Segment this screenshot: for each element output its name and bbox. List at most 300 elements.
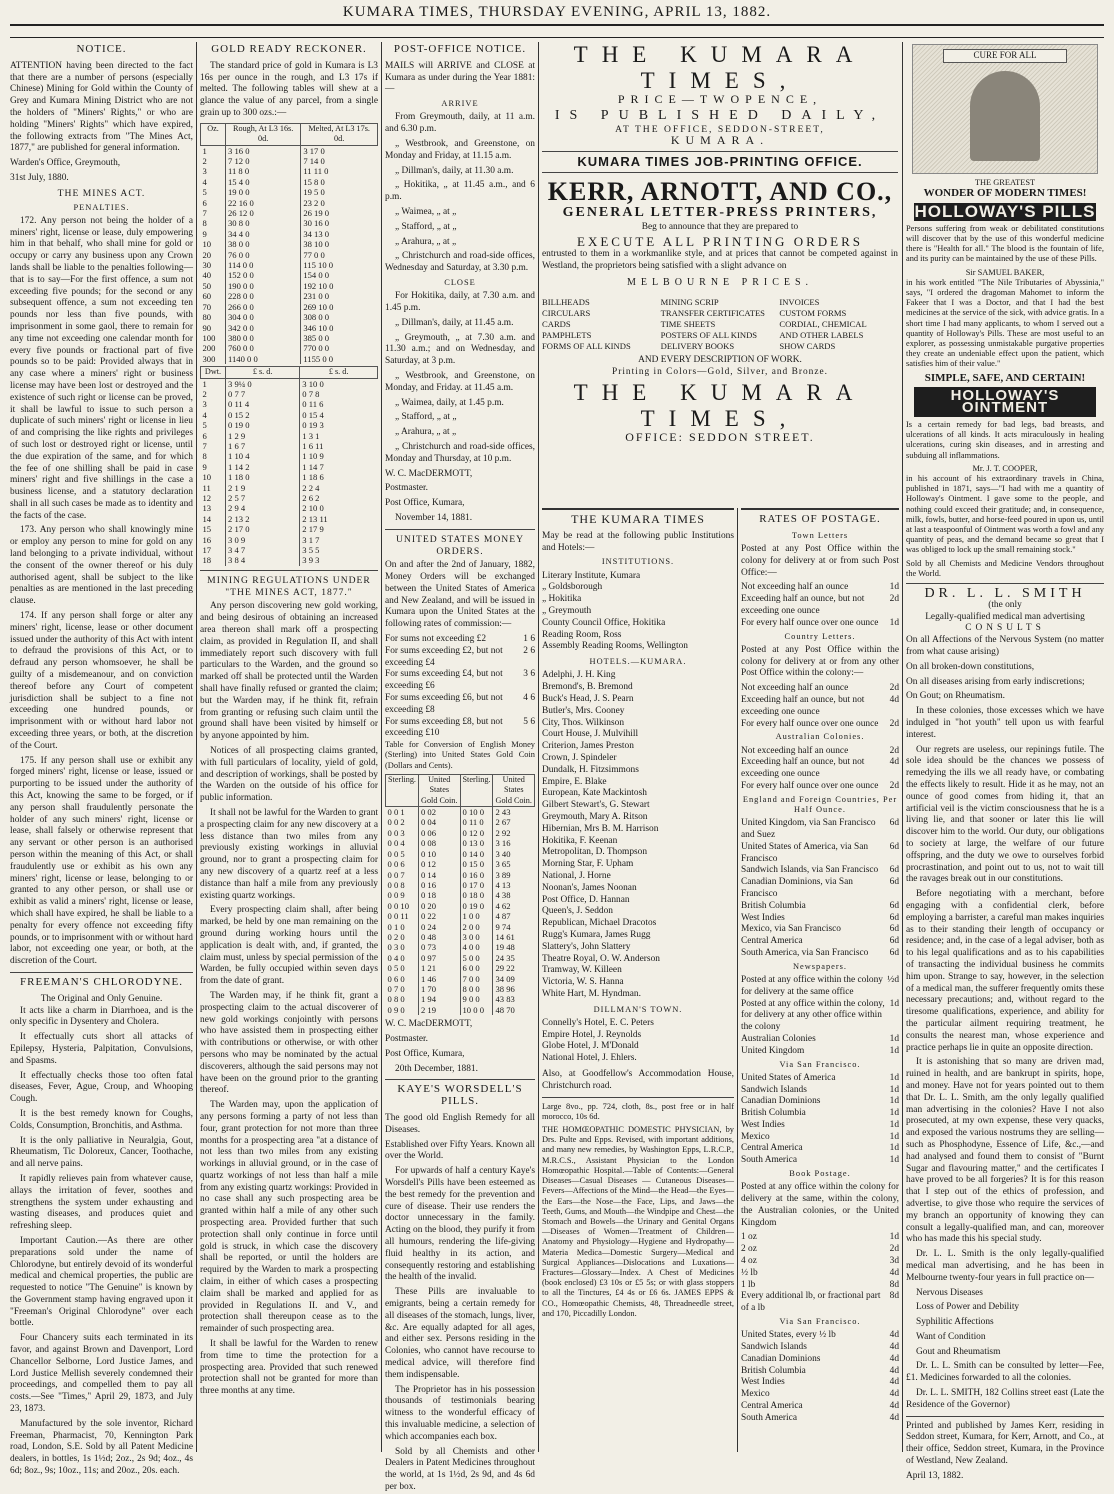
via-sf-rate-rate: 1d: [889, 1096, 899, 1107]
arrive-item: „ Hokitika, „ at 11.45 a.m., and 6 p.m.: [385, 180, 535, 203]
money-orders-rates: [385, 634, 535, 740]
column-rule: [737, 508, 738, 1452]
dwt-row-cell: 2 5 7: [226, 493, 300, 503]
conv-cell: 0 6 0: [387, 973, 405, 984]
oz-row-cell: 385 0 0: [301, 333, 378, 343]
dr-smith-body: [906, 706, 1104, 1411]
hotel-item: Victoria, W. S. Hanna: [542, 977, 624, 988]
conv-cell: 19 48: [493, 942, 535, 952]
via-sf-2-rate-label: West Indies: [741, 1377, 785, 1388]
dwt-row: [201, 555, 378, 565]
conv-cell: 1 94: [418, 994, 460, 1004]
oz-row: [201, 333, 378, 343]
dwt-row-cell: 16: [202, 534, 212, 545]
regulation-paragraph: Every prospecting claim shall, after being marked, be held by one man remaining on the ground during working hours until the application is dealt with, and, if granted, the claim must, unless by special permission of the Warden, be fully occupied within seven days from the date of grant.: [200, 905, 378, 987]
via-sf-rate: [741, 1143, 899, 1155]
conv-cell: 0 0 1: [387, 807, 405, 818]
dwt-row-cell: 12: [202, 493, 212, 503]
england-rate-label: United States of America, via San Francisco: [741, 841, 869, 864]
book-rate-rate: 3d: [889, 1256, 899, 1267]
dwt-row-cell: 5: [202, 420, 207, 431]
clause-173: 173. Any person who shall knowingly mine or employ any person to mine for gold on any land belonging to a private individual, without the consent of the owner thereof or his duly authorised agent, shall be subject to the like penalties as are mentioned in the last preceding clause.: [10, 525, 193, 607]
england-rate: [741, 818, 899, 842]
oz-row-cell: 7 12 0: [226, 156, 301, 166]
australian-rate-label: Exceeding half an ounce, but not exceeding one ounce: [741, 757, 865, 780]
printing-item-row: [542, 330, 898, 341]
conv-cell: 9 0 0: [460, 994, 493, 1004]
conversion-row: [386, 911, 535, 921]
conv-cell: 0 02: [418, 807, 460, 818]
conv-cell: 0 5 0: [387, 963, 405, 974]
dr-smith-paragraph: Gout and Rheumatism: [916, 1346, 1001, 1357]
column-rule: [196, 42, 197, 1452]
oz-row-cell: 30 8 0: [226, 218, 301, 228]
oz-row-cell: 5: [202, 187, 207, 198]
oz-row-cell: 34 13 0: [301, 229, 378, 239]
via-sf-rate-label: Canadian Dominions: [741, 1096, 821, 1107]
via-sf-2-rate: [741, 1389, 899, 1401]
via-sf-2-rate-rate: 4d: [889, 1342, 899, 1353]
arrive-list: [385, 112, 535, 275]
close-list: [385, 291, 535, 465]
hotel-item: Slattery's, John Slattery: [542, 941, 631, 952]
oz-row-cell: 26 12 0: [226, 208, 301, 218]
conversion-row: [386, 953, 535, 963]
kaye-paragraph: The Proprietor has in his possession thousands of testimonials bearing witness to the wonderful efficacy of this invaluable medicine, a selection of which accompanies each box.: [385, 1384, 535, 1442]
england-rate-label: West Indies: [741, 912, 785, 923]
via-sf-2-rate-rate: 4d: [889, 1389, 899, 1400]
conv-cell: 6 0 0: [460, 963, 493, 973]
conversion-heading: Table for Conversion of English Money (Sterling) into United States Gold Coin (Dollars and Cents).: [385, 740, 535, 770]
oz-row-cell: 8: [202, 218, 207, 229]
conversion-row: [386, 974, 535, 984]
via-sf-2-rate-label: South America: [741, 1412, 797, 1423]
conv-cell: 0 08: [418, 838, 460, 848]
via-sf-2-rates: [741, 1330, 899, 1424]
conversion-row: [386, 838, 535, 848]
australian-rate-rate: 4d: [889, 757, 899, 768]
money-order-rate: [385, 669, 535, 693]
conversion-row: [386, 870, 535, 880]
via-sf-heading: Via San Francisco.: [779, 1059, 861, 1069]
conv-cell: 24 35: [493, 953, 535, 963]
printing-item: SHOW CARDS: [779, 340, 836, 351]
hotel-item: Bremond's, B. Bremond: [542, 682, 633, 693]
via-sf-2-rate-rate: 4d: [889, 1330, 899, 1341]
oz-row-cell: 346 10 0: [301, 323, 378, 333]
hotel-item: Noonan's, James Noonan: [542, 882, 637, 893]
money-order-rate-label: For sums exceeding £2, but not exceeding £4: [385, 645, 503, 668]
column-rule: [538, 42, 539, 1452]
goodfellow-line: Also, at Goodfellow's Accommodation House, Christchurch road.: [542, 1069, 734, 1091]
conv-cell: 4 87: [493, 911, 535, 921]
dwt-row-cell: 2 10 0: [300, 503, 378, 513]
conv-cell: 43 83: [493, 994, 535, 1004]
printing-item-row: [542, 297, 898, 308]
column-rule: [902, 42, 903, 1452]
conv-cell: 1 21: [418, 963, 460, 973]
dr-smith-heading: DR. L. L. SMITH: [924, 586, 1086, 602]
dwt-row: [201, 524, 378, 534]
book-rate-label: 2 oz: [741, 1244, 757, 1255]
conv-cell: 8 0 0: [460, 984, 493, 994]
dwt-row-cell: 0 19 3: [300, 420, 378, 430]
hygeia-engraving: [912, 44, 1098, 174]
conv-date-2: 20th December, 1881.: [395, 1063, 478, 1074]
divider: [542, 1097, 734, 1098]
dwt-row-cell: 2 6 2: [300, 493, 378, 503]
conv-cell: 0 0 3: [387, 827, 405, 838]
hotel-item: Court House, J. Mulvihill: [542, 729, 639, 740]
conv-cell: 0 0 5: [387, 848, 405, 859]
oz-row-cell: 770 0 0: [301, 343, 378, 353]
dr-smith-paragraph: Before negotiating with a merchant, before engaging with a confidential clerk, before employing a barrister, a careful man makes inquiries as to their standing their length of occupancy or residence; and, in the case of a legal adviser, both as to his legal qualifications and as to his capabilities of transacting the individual business he commits him upon. Strange to say, however, in the selection of a medical man, the sufferer frequently omits these necessary precautions; and, without regard to the tiresome qualifications, experience, and ability for the particular ailment requiring treatment, he consults the nearest man, whose experience and practice perhaps lie in quite an opposite direction.: [906, 889, 1104, 1053]
regulation-paragraph: The Warden may, upon the application of any persons forming a party of not less than four, grant protection for not more than three months for a prospecting area "at a distance of not less than two miles from any existing workings in alluvial ground, or in the case of quartz workings of not less than half a mile from any existing quartz workings: Provided in no case shall any such prospecting area be granted within half a mile of any other such prospecting area. Provided further that such protection shall only continue in force until gold is struck, in which case the discovery shall be reported, or until the holders are required by the Warden to mark a prospecting claim, in either of which cases a prospecting claim shall be marked and applied for as provided in Regulations II. and V., and protection shall thereupon cease as to the remainder of such prospecting area.: [200, 1100, 378, 1335]
freeman-paragraph: Four Chancery suits each terminated in its favor, and against Brown and Davenport, Lord Chancellor Selborne, Lord Justice James, and Lord Justice Mellish severely condemned their proceedings, and compelled them to pay all costs.—See "Times," April 29, 1873, and July 23, 1873.: [10, 1333, 193, 1415]
mines-act-heading: THE MINES ACT.: [57, 187, 146, 199]
conv-cell: 4 38: [493, 890, 535, 900]
divider: [542, 172, 898, 173]
hotel-item: Hokitika, F. Keenan: [542, 835, 618, 846]
conv-col-gold: United States Gold Coin.: [418, 774, 460, 806]
oz-row: [201, 198, 378, 208]
dwt-row-cell: 0 15 2: [226, 410, 300, 420]
freeman-paragraph: It effectually cuts short all attacks of Epilepsy, Hysteria, Palpitation, Convulsions, and Spasms.: [10, 1032, 193, 1066]
oz-row-cell: 90: [202, 322, 212, 333]
conversion-row: [386, 828, 535, 838]
kumara-times-footer-title: THE KUMARA TIMES,: [573, 380, 867, 432]
newspaper-rate-label: Australian Colonies: [741, 1033, 816, 1044]
large-8vo-line: Large 8vo., pp. 724, cloth, 8s., post free or in half morocco, 10s 6d.: [542, 1101, 734, 1121]
column-3: [385, 42, 535, 1492]
printing-item-row: [542, 319, 898, 330]
kumara-line: KUMARA.: [670, 133, 770, 148]
consults-line: CONSULTS: [965, 623, 1045, 634]
oz-row-cell: 22 16 0: [226, 198, 301, 208]
oz-row-cell: 190 0 0: [226, 281, 301, 291]
country-rate-label: Exceeding half an ounce, but not exceeding one ounce: [741, 694, 865, 717]
conv-cell: 0 0 2: [387, 817, 405, 828]
via-sf-rate: [741, 1108, 899, 1120]
oz-row-cell: 269 10 0: [301, 302, 378, 312]
via-sf-2-rate-rate: 4d: [889, 1377, 899, 1388]
conv-cell: 0 18 0: [460, 890, 493, 900]
dwt-row-cell: 14: [202, 513, 212, 524]
po-date-2: November 14, 1881.: [395, 512, 473, 523]
australian-rate-label: For every half ounce over one ounce: [741, 780, 879, 791]
conv-cell: 2 92: [493, 828, 535, 838]
conv-cell: 2 19: [418, 1005, 460, 1015]
book-postage-heading: Book Postage.: [789, 1169, 851, 1179]
newspaper-rate: [741, 975, 899, 999]
dwt-row: [201, 378, 378, 389]
oz-row-cell: 1140 0 0: [226, 354, 301, 364]
oz-row-cell: 200: [202, 343, 216, 354]
australian-rate: [741, 781, 899, 793]
newspaper-rate-rate: ½d: [887, 974, 899, 985]
printing-item: CIRCULARS: [542, 307, 591, 318]
freeman-paragraph: It effectually checks those too often fatal diseases, Fever, Ague, Croup, and Whooping Cough.: [10, 1070, 193, 1105]
postmaster-title: Postmaster.: [385, 483, 428, 494]
book-rate-label: 4 oz: [741, 1256, 757, 1267]
conversion-row: [386, 817, 535, 827]
newspaper-rate: [741, 1046, 899, 1058]
england-rate-rate: 6d: [889, 900, 899, 911]
divider: [385, 1079, 535, 1080]
close-item: „ Waimea, daily, at 1.45 p.m.: [395, 397, 504, 408]
conv-cell: 0 0 4: [387, 838, 405, 849]
via-sf-rate-rate: 1d: [889, 1131, 899, 1142]
conv-cell: 7 0 0: [460, 974, 493, 984]
dwt-row-cell: 1 6 11: [300, 441, 378, 451]
freeman-paragraph: Important Caution.—As there are other preparations sold under the name of Chlorodyne, but entirely devoid of its wonderful medical and chemical properties, the public are requested to notice "The Genuine" is known by the Government stamp having engraved upon it "Freeman's Original Chlorodyne" over each bottle.: [10, 1235, 193, 1329]
oz-row-cell: 38 10 0: [301, 239, 378, 249]
reckoner-oz-table: Oz. Rough, At L3 16s. 0d. Melted, At L3 17s. 0d. 1 3 16 0 3 17 0 2 7 12 0 7 14 0 3 11 8 0 11 11 0 4 15 4 0 15 8 0 5 19 0 0 19 5 0 6 22 16 0 23 2 0 7 26 12 0 26 19 0 8 30 8 0 30 16 0 9 34 4 0 34 13 0 10 38 0 0 38 10 0 20 76 0 0 77 0 0 30 114 0 0 115 10 0 40 152 0 0 154 0 0 50 190 0 0 192 10 0 60 228 0 0 231 0 0 70 266 0 0 269 10 0 80 304 0 0 308 0 0 90 342 0 0 346 10 0 100 380 0 0 385 0 0 200 760 0 0 770 0 0 300 1140 0 0 1155 0 0: [200, 123, 378, 364]
printing-item: TIME SHEETS: [660, 318, 716, 329]
oz-row-cell: 38 0 0: [226, 239, 301, 249]
via-sf-2-rate-label: United States, every ½ lb: [741, 1330, 836, 1341]
dr-smith-paragraph: Our regrets are useless, our repinings futile. The sole idea should be the chances we possess of remedying the ills we all ready have, or combating the effects likely to result. Hide it as he may, not an ounce of good comes from hiding it, that an artificial veil is the victim consciousness that he is a living lie, and that sooner or later this lie will discover him to the world. Our duty, our obligations to society at large, the welfare of our future offspring, and the duty we owe to ourselves forbid procrastination, and point out to us, not to wait till the ravages break out in our constitutions.: [906, 744, 1104, 885]
via-sf-2-rate-rate: 4d: [889, 1412, 899, 1423]
australian-rate: [741, 746, 899, 758]
via-sf-rate-label: British Columbia: [741, 1108, 806, 1119]
via-sf-rate-rate: 1d: [889, 1155, 899, 1166]
conv-cell: 0 10: [418, 849, 460, 859]
conv-cell: 4 13: [493, 880, 535, 890]
via-sf-rate: [741, 1155, 899, 1167]
via-sf-2-rate-label: Sandwich Islands: [741, 1342, 807, 1353]
execute-line: EXECUTE ALL PRINTING ORDERS: [577, 233, 863, 249]
dwt-row: [201, 483, 378, 493]
printing-item: AND OTHER LABELS: [779, 329, 864, 340]
town-rate-label: Not exceeding half an ounce: [741, 582, 849, 593]
oz-row-cell: 3 17 0: [301, 145, 378, 156]
dwt-row: [201, 389, 378, 399]
holloways-pills-banner: HOLLOWAY'S PILLS: [914, 202, 1096, 221]
conv-cell: 0 15 0: [460, 859, 493, 869]
conv-cell: 0 10 0: [460, 807, 493, 818]
conv-cell: 0 24: [418, 922, 460, 932]
imprint: Printed and published by James Kerr, residing in Seddon street, Kumara, for Kerr, Arnott, and Co., at their office, Seddon street, Kumara, in the Province of Westland, New Zealand.: [906, 1420, 1104, 1467]
dwt-row-cell: 3 8 4: [226, 555, 300, 565]
dwt-row-cell: 1 6 7: [226, 441, 300, 451]
conversion-row: [386, 880, 535, 890]
arrive-item: „ Waimea, „ at „: [395, 206, 457, 217]
conv-cell: 0 0 9: [387, 890, 405, 901]
rough-heading: Rough, At L3 16s. 0d.: [226, 123, 301, 145]
book-rates: [741, 1232, 899, 1291]
oz-row: [201, 302, 378, 312]
dwt-row-cell: 6: [202, 430, 207, 441]
the-kumara-times-title: [542, 42, 898, 94]
po-date-1: Post Office, Kumara,: [385, 498, 465, 509]
ointment-body: Is a certain remedy for bad legs, bad breasts, and ulcerations of all kinds. It acts miraculously in healing ulcerations, curing skin diseases, and in arresting and subduing all inflammations.: [906, 420, 1104, 460]
country-rate-label: For every half ounce over one ounce: [741, 718, 879, 729]
book-rate: [741, 1256, 899, 1268]
town-rate: [741, 582, 899, 594]
conv-cell: 0 48: [418, 932, 460, 942]
england-rate: [741, 865, 899, 877]
institution-item: Assembly Reading Rooms, Wellington: [542, 641, 688, 652]
conversion-row: [386, 1005, 535, 1015]
country-rate-label: Not exceeding half an ounce: [741, 683, 849, 694]
conv-col-sterling-2: Sterling.: [460, 774, 493, 806]
oz-row-cell: 192 10 0: [301, 281, 378, 291]
town-rate-rate: 1d: [889, 617, 899, 628]
conv-col-sterling: Sterling.: [386, 774, 419, 806]
regulation-paragraph: Notices of all prospecting claims granted, with full particulars of locality, yield of gold, and description of workings, shall be posted by the Warden on the outside of his office for public information.: [200, 746, 378, 804]
conv-cell: 48 70: [493, 1005, 535, 1015]
england-rate-label: Mexico, via San Francisco: [741, 924, 841, 935]
country-rate-rate: 2d: [889, 683, 899, 694]
hotels-heading: HOTELS.—KUMARA.: [589, 657, 687, 667]
reckoner-dwt-table: Dwt. £ s. d. £ s. d. 1 3 9¼ 0 3 10 0 2 0 7 7 0 7 8 3 0 11 4 0 11 6 4 0 15 2 0 15 4 5 0 19 0 0 19 3 6 1 2 9 1 3 1 7 1 6 7 1 6 11 8 1 10 4 1 10 9 9 1 14 2 1 14 7 10 1 18 0 1 18 6 11 2 1 9 2 2 4 12 2 5 7 2 6 2 13 2 9 4 2 10 0 14 2 13 2 2 13 11 15 2 17 0 2 17 9 16 3 0 9 3 1 7 17 3 4 7 3 5 5 18 3 8 4 3 9 3: [200, 366, 378, 566]
oz-row-cell: 2: [202, 156, 207, 166]
dwt-row-cell: 0 7 7: [226, 389, 300, 399]
conv-cell: 0 7 0: [387, 983, 405, 994]
conv-cell: 0 9 0: [387, 1004, 405, 1015]
via-sf-rate: [741, 1085, 899, 1097]
conv-cell: 3 40: [493, 849, 535, 859]
office-seddon-street: OFFICE: SEDDON STREET.: [625, 430, 815, 445]
reckoner-intro: The standard price of gold in Kumara is L3 16s per ounce in the rough, and L3 17s if melted. The following tables will shew at a glance the value of any parcel, from a single grain up to 300 ozs.:—: [200, 60, 378, 118]
hotel-item: Post Office, D. Hannan: [542, 894, 630, 905]
hotels-list: [542, 670, 734, 1000]
england-rate-label: British Columbia: [741, 900, 806, 911]
oz-row-cell: 114 0 0: [226, 260, 301, 270]
the-greatest: THE GREATEST: [974, 178, 1036, 187]
notice-sign-1: Warden's Office, Greymouth,: [10, 158, 121, 169]
institution-item: Literary Institute, Kumara: [542, 570, 641, 581]
town-rates: [741, 582, 899, 629]
dr-smith-paragraph: Nervous Diseases: [916, 1287, 983, 1298]
printing-item: CORDIAL, CHEMICAL: [779, 318, 867, 329]
institution-item: „ Goldsborough: [542, 582, 603, 593]
oz-row: [201, 260, 378, 270]
country-rate: [741, 719, 899, 731]
letterpress-line: GENERAL LETTER-PRESS PRINTERS,: [562, 204, 878, 220]
via-sf-rate-rate: 1d: [889, 1084, 899, 1095]
conversion-row: [386, 963, 535, 973]
close-item: „ Greymouth, „ at 7.30 a.m. and 11.30 a.m.; and on Wednesday, and Saturday, at 3 p.m.: [385, 332, 535, 367]
oz-row-cell: 228 0 0: [226, 291, 301, 301]
divider: [741, 508, 899, 510]
conversion-row: [386, 984, 535, 994]
conv-cell: 0 0 10: [387, 900, 409, 911]
via-sf-rates: [741, 1073, 899, 1167]
notice-heading: NOTICE.: [76, 43, 127, 55]
via-sf-rate: [741, 1096, 899, 1108]
oz-row-cell: 154 0 0: [301, 270, 378, 280]
kaye-paragraph: For upwards of half a century Kaye's Worsdell's Pills have been esteemed as the best remedy for the prevention and cure of disease. Their use renders the doctor unnecessary in the family. Acting on the blood, they purify it from all humours, rendering the life-giving fluid healthy in its action, and consequently restoring and establishing the health of the invalid.: [385, 1166, 535, 1283]
dwt-row-cell: 0 11 6: [300, 399, 378, 409]
oz-row-cell: 30 16 0: [301, 218, 378, 228]
via-sf-2-rate: [741, 1354, 899, 1366]
dwt-row-cell: 0 15 4: [300, 410, 378, 420]
printing-items: [542, 297, 898, 352]
dwt-row-cell: 7: [202, 440, 207, 451]
via-sf-2-rate-label: Canadian Dominions: [741, 1353, 821, 1364]
newspaper-rate: [741, 1034, 899, 1046]
conv-cell: 0 0 8: [387, 879, 405, 890]
arrive-heading: ARRIVE: [441, 99, 479, 109]
oz-row: [201, 291, 378, 301]
conv-cell: 10 0 0: [460, 1005, 493, 1015]
conv-cell: 1 0 0: [460, 911, 493, 921]
reckoner-heading: GOLD READY RECKONER.: [211, 43, 367, 55]
hotel-item: Empire, E. Blake: [542, 776, 607, 787]
conv-cell: 0 0 6: [387, 859, 405, 870]
conv-cell: 3 0 0: [460, 932, 493, 942]
conv-cell: 0 16 0: [460, 870, 493, 880]
dwt-row-cell: 15: [202, 524, 212, 535]
kumara-times-word: KUMARA TIMES,: [640, 42, 867, 93]
may-be-read: May be read at the following public Institutions and Hotels:—: [542, 530, 734, 553]
oz-row-cell: 115 10 0: [301, 260, 378, 270]
dwt-row-cell: 11: [202, 482, 211, 493]
australian-heading: Australian Colonies.: [775, 732, 865, 742]
dr-smith-paragraph: Dr. L. L. Smith is the only legally-qualified medical man advertising, and he has been in Melbourne twenty-four years in full practice on—: [906, 1249, 1104, 1283]
divider: [542, 508, 734, 510]
oz-row-cell: 3: [202, 166, 207, 177]
via-sf-2-rate: [741, 1330, 899, 1342]
post-office-heading: POST-OFFICE NOTICE.: [393, 43, 527, 55]
dwt-row-cell: 3 0 9: [226, 535, 300, 545]
newspaper-rate-label: United Kingdom: [741, 1045, 805, 1056]
oz-row-cell: 50: [202, 280, 212, 291]
conv-cell: 0 1 0: [387, 921, 405, 932]
oz-row: [201, 145, 378, 156]
conv-sign-2: Postmaster.: [385, 1034, 428, 1044]
oz-row-cell: 6: [202, 197, 207, 208]
arrive-item: „ Christchurch and road-side offices, Wednesday and Saturday, at 3.30 p.m.: [385, 251, 535, 274]
via-sf-2-heading: Via San Francisco.: [779, 1317, 861, 1327]
sold-by-chemists: Sold by all Chemists and Medicine Vendors throughout the World.: [906, 558, 1104, 578]
conv-cell: 0 3 0: [387, 942, 405, 953]
conv-cell: 0 0 7: [387, 869, 405, 880]
conv-sign-1: W. C. MacDERMOTT,: [385, 1019, 473, 1030]
book-rate-rate: 8d: [889, 1279, 899, 1290]
dwt-row-cell: 3 1 7: [300, 535, 378, 545]
conversion-row: [386, 859, 535, 869]
dwt-row: [201, 462, 378, 472]
hotel-item: Queen's, J. Seddon: [542, 906, 613, 917]
published-line: IS PUBLISHED DAILY,: [554, 107, 886, 123]
conversion-row: [386, 890, 535, 900]
dr-smith-paragraph: Dr. L. L. Smith can be consulted by letter—Fee, £1. Medicines forwarded to all the colonies.: [906, 1361, 1104, 1384]
conv-cell: 0 16: [418, 880, 460, 890]
england-rate-rate: 6d: [889, 936, 899, 947]
freeman-paragraph: It rapidly relieves pain from whatever cause, allays the irritation of fever, soothes and strengthens the system under exhausting and wasting diseases, and produces quiet and refreshing sleep.: [10, 1173, 193, 1232]
hotel-item: Buck's Head, J. S. Pearn: [542, 693, 634, 704]
dwt-row: [201, 420, 378, 430]
oz-row-cell: 70: [202, 301, 212, 312]
book-rate: [741, 1232, 899, 1244]
town-rate-rate: 2d: [889, 594, 899, 605]
conv-cell: 38 96: [493, 984, 535, 994]
printing-item: CARDS: [542, 318, 571, 329]
australian-rates: [741, 746, 899, 793]
dwt-row-cell: 1 2 9: [226, 431, 300, 441]
oz-row-cell: 304 0 0: [226, 312, 301, 322]
oz-row-cell: 19 0 0: [226, 187, 301, 197]
conv-cell: 0 13 0: [460, 838, 493, 848]
melted-heading: Melted, At L3 17s. 0d.: [301, 123, 378, 145]
dwt-row: [201, 410, 378, 420]
oz-row-cell: 77 0 0: [301, 250, 378, 260]
column-2: [200, 42, 378, 1452]
oz-row: [201, 270, 378, 280]
